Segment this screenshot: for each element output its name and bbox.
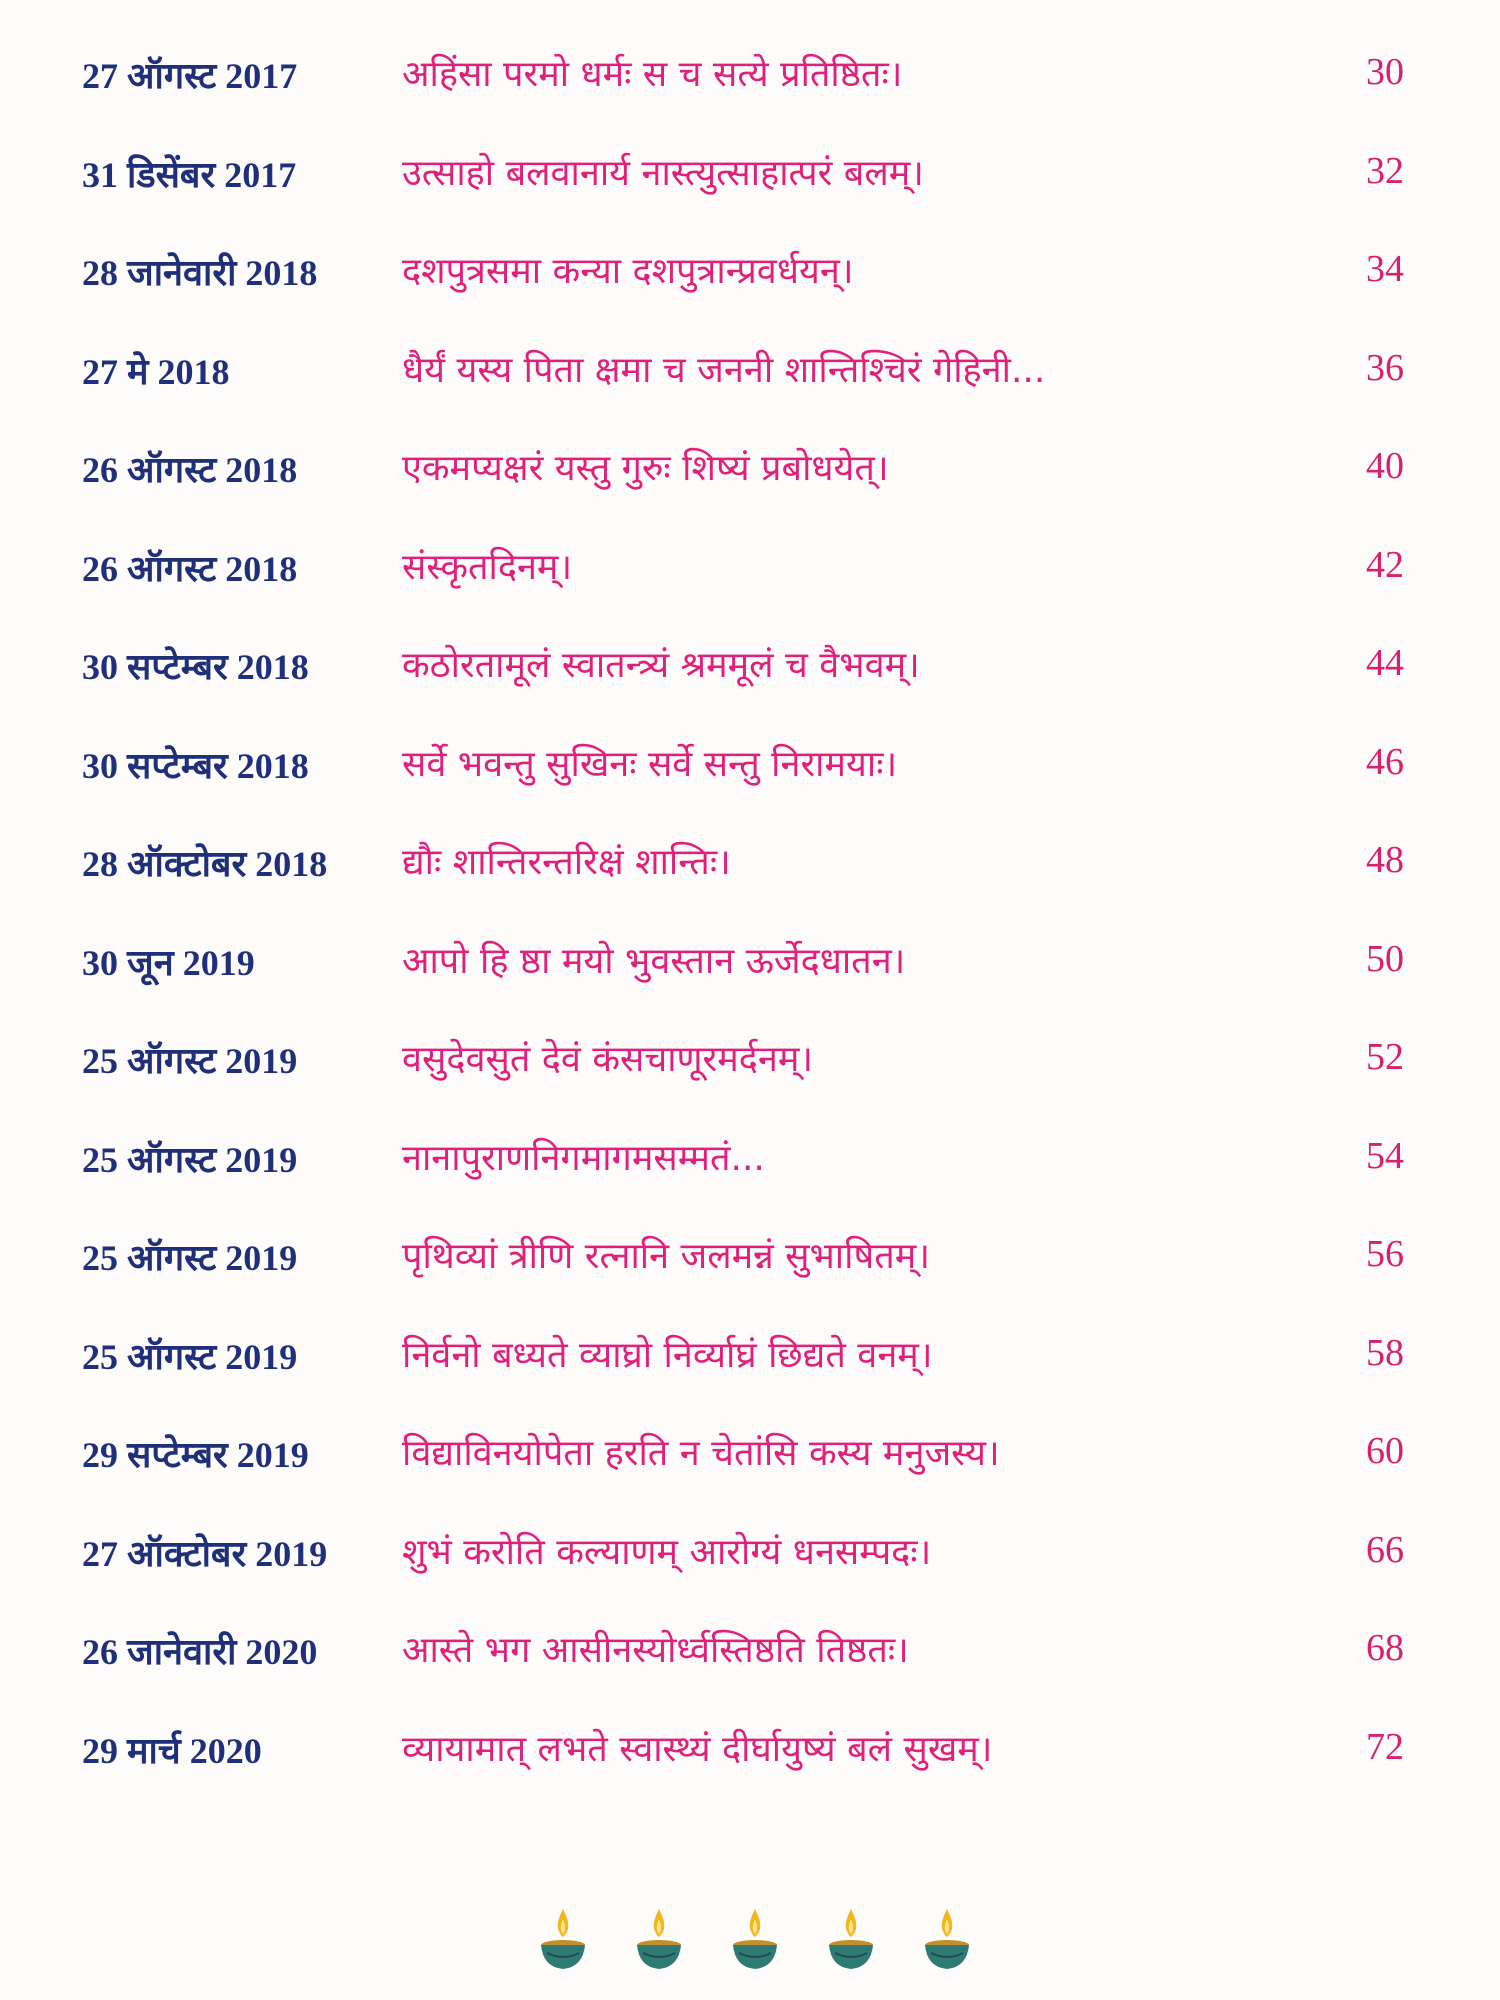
toc-entry — [0, 1013, 1500, 1112]
entry-title: शुभं करोति कल्याणम् आरोग्यं धनसम्पदः। — [402, 1531, 932, 1573]
entry-date: 26 ऑगस्ट 2018 — [82, 548, 298, 589]
entry-title: अहिंसा परमो धर्मः स च सत्ये प्रतिष्ठितः। — [402, 54, 903, 95]
entry-date: 25 ऑगस्ट 2019 — [82, 1041, 298, 1081]
entry-page-number: 42 — [1366, 543, 1404, 586]
entry-date: 31 डिसेंबर 2017 — [82, 154, 297, 195]
entry-page-number: 32 — [1366, 149, 1404, 192]
toc-entry — [0, 915, 1500, 1014]
diya-lamp-row — [535, 1905, 975, 1975]
toc-entry — [0, 718, 1500, 817]
entry-page-number: 34 — [1366, 248, 1404, 290]
entry-page-number: 46 — [1366, 740, 1404, 783]
entry-page-number: 36 — [1366, 346, 1404, 389]
toc-entry — [0, 1407, 1500, 1506]
entry-page-number: 56 — [1366, 1233, 1404, 1275]
entry-date: 30 जून 2019 — [82, 942, 255, 983]
entry-date: 27 मे 2018 — [82, 351, 230, 392]
entry-page-number: 40 — [1366, 445, 1404, 487]
entry-title: एकमप्यक्षरं यस्तु गुरुः शिष्यं प्रबोधयेत्। — [402, 448, 889, 489]
toc-entry — [0, 521, 1500, 620]
entry-title: निर्वनो बध्यते व्याघ्रो निर्व्याघ्रं छिद्यते वनम्। — [402, 1334, 933, 1376]
toc-entry — [0, 1309, 1500, 1408]
toc-entry — [0, 225, 1500, 324]
entry-title: सर्वे भवन्तु सुखिनः सर्वे सन्तु निरामयाः। — [402, 743, 898, 785]
diya-lamp-icon — [919, 1905, 975, 1975]
entry-date: 26 जानेवारी 2020 — [82, 1632, 318, 1672]
entry-page-number: 58 — [1366, 1331, 1404, 1374]
entry-title: विद्याविनयोपेता हरति न चेतांसि कस्य मनुजस्य। — [402, 1433, 1000, 1474]
entry-page-number: 60 — [1366, 1430, 1404, 1472]
entry-date: 27 ऑक्टोबर 2019 — [82, 1533, 328, 1574]
toc-entry — [0, 324, 1500, 423]
entry-page-number: 52 — [1366, 1036, 1404, 1078]
table-of-contents — [0, 28, 1500, 1801]
diya-lamp-icon — [727, 1905, 783, 1975]
entry-title: कठोरतामूलं स्वातन्त्र्यं श्रममूलं च वैभवम्। — [402, 645, 920, 686]
entry-date: 28 ऑक्टोबर 2018 — [82, 844, 328, 884]
toc-entry — [0, 127, 1500, 226]
entry-page-number: 72 — [1366, 1725, 1404, 1768]
entry-title: व्यायामात् लभते स्वास्थ्यं दीर्घायुष्यं बलं सुखम्। — [402, 1728, 993, 1770]
toc-entry — [0, 422, 1500, 521]
toc-entry — [0, 1604, 1500, 1703]
entry-date: 28 जानेवारी 2018 — [82, 253, 318, 293]
entry-title: संस्कृतदिनम्। — [402, 546, 573, 588]
entry-page-number: 50 — [1366, 937, 1404, 980]
toc-entry — [0, 1112, 1500, 1211]
entry-date: 26 ऑगस्ट 2018 — [82, 450, 298, 490]
toc-entry — [0, 28, 1500, 127]
entry-date: 27 ऑगस्ट 2017 — [82, 56, 298, 96]
entry-title: धैर्यं यस्य पिता क्षमा च जननी शान्तिश्चिरं गेहिनी... — [402, 349, 1046, 391]
entry-page-number: 48 — [1366, 839, 1404, 881]
entry-page-number: 54 — [1366, 1134, 1404, 1177]
entry-title: दशपुत्रसमा कन्या दशपुत्रान्प्रवर्धयन्। — [402, 251, 854, 292]
toc-entry — [0, 619, 1500, 718]
entry-page-number: 44 — [1366, 642, 1404, 684]
entry-date: 29 मार्च 2020 — [82, 1730, 262, 1771]
diya-lamp-icon — [631, 1905, 687, 1975]
diya-lamp-icon — [535, 1905, 591, 1975]
toc-entry — [0, 1703, 1500, 1802]
entry-page-number: 66 — [1366, 1528, 1404, 1571]
entry-title: उत्साहो बलवानार्य नास्त्युत्साहात्परं बलम्। — [402, 152, 924, 194]
diya-lamp-icon — [823, 1905, 879, 1975]
entry-date: 25 ऑगस्ट 2019 — [82, 1336, 298, 1377]
entry-title: आस्ते भग आसीनस्योर्ध्वस्तिष्ठति तिष्ठतः। — [402, 1630, 909, 1671]
entry-date: 29 सप्टेम्बर 2019 — [82, 1435, 309, 1475]
toc-entry — [0, 816, 1500, 915]
entry-date: 30 सप्टेम्बर 2018 — [82, 647, 309, 687]
entry-page-number: 30 — [1366, 51, 1404, 93]
entry-title: आपो हि ष्ठा मयो भुवस्तान ऊर्जेदधातन। — [402, 940, 906, 982]
entry-page-number: 68 — [1366, 1627, 1404, 1669]
entry-date: 25 ऑगस्ट 2019 — [82, 1238, 298, 1278]
entry-date: 30 सप्टेम्बर 2018 — [82, 745, 309, 786]
entry-title: नानापुराणनिगमागमसम्मतं... — [402, 1137, 765, 1179]
toc-entry — [0, 1506, 1500, 1605]
entry-title: पृथिव्यां त्रीणि रत्नानि जलमन्नं सुभाषितम्। — [402, 1236, 930, 1277]
entry-title: वसुदेवसुतं देवं कंसचाणूरमर्दनम्। — [402, 1039, 814, 1080]
entry-title: द्यौः शान्तिरन्तरिक्षं शान्तिः। — [402, 842, 731, 883]
toc-entry — [0, 1210, 1500, 1309]
entry-date: 25 ऑगस्ट 2019 — [82, 1139, 298, 1180]
